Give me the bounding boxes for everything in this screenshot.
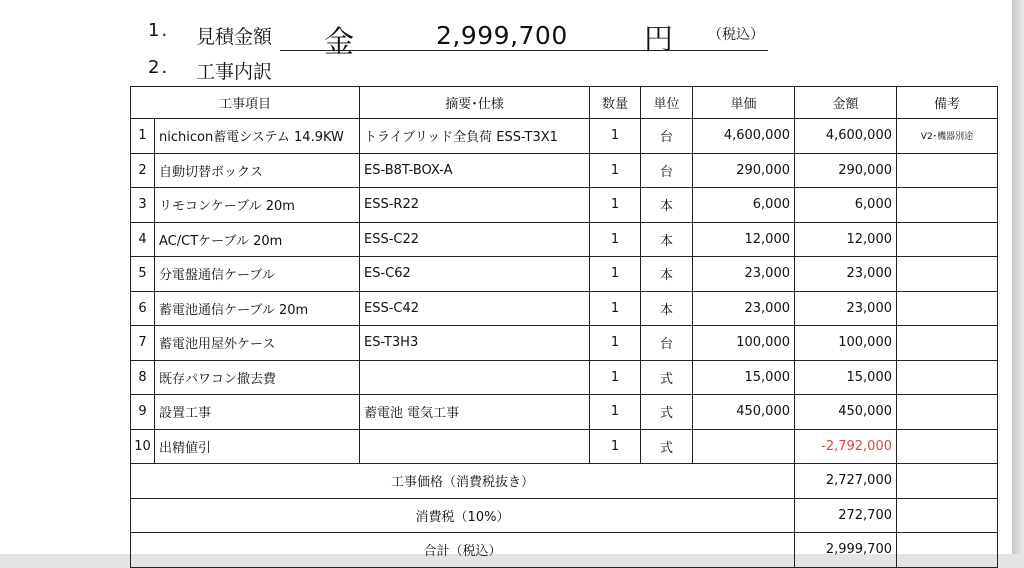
- currency-prefix: 金: [324, 25, 354, 60]
- row-amount: 15,000: [795, 360, 897, 395]
- header-price: 単価: [693, 87, 795, 119]
- row-qty: 1: [590, 257, 641, 292]
- page-edge-shadow: [1012, 0, 1024, 554]
- summary-row-tax: [131, 498, 998, 533]
- row-item: 分電盤通信ケーブル: [155, 257, 360, 292]
- row-item: 既存パワコン撤去費: [155, 360, 360, 395]
- row-note: [897, 429, 998, 464]
- row-number: 9: [131, 395, 155, 430]
- row-note: [897, 222, 998, 257]
- table-row: [131, 222, 998, 257]
- grand-total-amount: 2,999,700: [795, 533, 897, 568]
- row-note: [897, 395, 998, 430]
- tax-amount: 272,700: [795, 498, 897, 533]
- row-item: リモコンケーブル 20m: [155, 188, 360, 223]
- row-price: 23,000: [693, 257, 795, 292]
- header-item: 工事項目: [131, 87, 360, 119]
- row-note: [897, 326, 998, 361]
- row-item: 蓄電池通信ケーブル 20m: [155, 291, 360, 326]
- tax-label: 消費税（10%）: [131, 498, 795, 533]
- row-unit: 本: [641, 291, 693, 326]
- breakdown-label: 工事内訳: [196, 61, 273, 83]
- row-number: 6: [131, 291, 155, 326]
- row-unit: 式: [641, 429, 693, 464]
- row-spec: [360, 429, 590, 464]
- summary-row-total: [131, 533, 998, 568]
- row-unit: 本: [641, 222, 693, 257]
- table-row: [131, 326, 998, 361]
- summary-note: [897, 498, 998, 533]
- row-qty: 1: [590, 153, 641, 188]
- section-number-1: 1.: [148, 20, 170, 41]
- row-unit: 式: [641, 360, 693, 395]
- currency-unit: 円: [644, 22, 674, 56]
- estimate-table: [130, 86, 998, 568]
- summary-note: [897, 464, 998, 499]
- row-amount: 290,000: [795, 153, 897, 188]
- row-qty: 1: [590, 222, 641, 257]
- row-amount: 100,000: [795, 326, 897, 361]
- row-amount: 4,600,000: [795, 119, 897, 154]
- row-note: V2･機器別途: [897, 119, 998, 154]
- row-number: 8: [131, 360, 155, 395]
- row-price: 4,600,000: [693, 119, 795, 154]
- subtotal-amount: 2,727,000: [795, 464, 897, 499]
- row-qty: 1: [590, 188, 641, 223]
- row-spec: トライブリッド全負荷 ESS-T3X1: [360, 119, 590, 154]
- grand-total-label: 合計（税込）: [131, 533, 795, 568]
- row-item: 蓄電池用屋外ケース: [155, 326, 360, 361]
- row-number: 10: [131, 429, 155, 464]
- row-amount: 23,000: [795, 257, 897, 292]
- row-price: 15,000: [693, 360, 795, 395]
- table-row: [131, 395, 998, 430]
- row-amount: 23,000: [795, 291, 897, 326]
- row-price: 100,000: [693, 326, 795, 361]
- estimate-total-line: [148, 20, 788, 60]
- row-note: [897, 291, 998, 326]
- header-spec: 摘要･仕様: [360, 87, 590, 119]
- row-qty: 1: [590, 360, 641, 395]
- header-note: 備考: [897, 87, 998, 119]
- row-unit: 台: [641, 326, 693, 361]
- row-spec: ES-T3H3: [360, 326, 590, 361]
- row-note: [897, 257, 998, 292]
- row-price: 6,000: [693, 188, 795, 223]
- row-number: 5: [131, 257, 155, 292]
- estimate-amount-label: 見積金額: [196, 26, 273, 48]
- row-price: 290,000: [693, 153, 795, 188]
- row-note: [897, 360, 998, 395]
- row-unit: 本: [641, 257, 693, 292]
- row-spec: ES-B8T-BOX-A: [360, 153, 590, 188]
- row-number: 4: [131, 222, 155, 257]
- table-row: [131, 188, 998, 223]
- subtotal-label: 工事価格（消費税抜き）: [131, 464, 795, 499]
- table-row: [131, 153, 998, 188]
- row-number: 2: [131, 153, 155, 188]
- row-price: 450,000: [693, 395, 795, 430]
- table-row: [131, 429, 998, 464]
- row-spec: ESS-C42: [360, 291, 590, 326]
- row-unit: 本: [641, 188, 693, 223]
- breakdown-heading: [148, 57, 448, 83]
- table-row: [131, 291, 998, 326]
- row-item: nichicon蓄電システム 14.9KW: [155, 119, 360, 154]
- row-price: 12,000: [693, 222, 795, 257]
- total-underline: [280, 50, 768, 51]
- header-amount: 金額: [795, 87, 897, 119]
- row-spec: [360, 360, 590, 395]
- row-spec: ESS-R22: [360, 188, 590, 223]
- row-number: 1: [131, 119, 155, 154]
- row-price: 23,000: [693, 291, 795, 326]
- table-row: [131, 257, 998, 292]
- row-qty: 1: [590, 395, 641, 430]
- row-qty: 1: [590, 119, 641, 154]
- row-qty: 1: [590, 291, 641, 326]
- row-note: [897, 153, 998, 188]
- header-unit: 単位: [641, 87, 693, 119]
- discount-amount: -2,792,000: [795, 429, 897, 464]
- row-qty: 1: [590, 326, 641, 361]
- row-amount: 450,000: [795, 395, 897, 430]
- tax-included-note: （税込）: [708, 27, 764, 43]
- row-unit: 台: [641, 119, 693, 154]
- summary-note: [897, 533, 998, 568]
- row-amount: 6,000: [795, 188, 897, 223]
- row-unit: 式: [641, 395, 693, 430]
- table-row: [131, 119, 998, 154]
- row-number: 7: [131, 326, 155, 361]
- row-spec: ESS-C22: [360, 222, 590, 257]
- estimate-total-amount: 2,999,700: [436, 21, 568, 50]
- row-note: [897, 188, 998, 223]
- row-item: 出精値引: [155, 429, 360, 464]
- section-number-2: 2.: [148, 57, 170, 78]
- row-price: [693, 429, 795, 464]
- row-spec: 蓄電池 電気工事: [360, 395, 590, 430]
- summary-row-subtotal: [131, 464, 998, 499]
- row-item: AC/CTケーブル 20m: [155, 222, 360, 257]
- row-qty: 1: [590, 429, 641, 464]
- row-item: 設置工事: [155, 395, 360, 430]
- table-header-row: [131, 87, 998, 119]
- row-spec: ES-C62: [360, 257, 590, 292]
- row-unit: 台: [641, 153, 693, 188]
- header-qty: 数量: [590, 87, 641, 119]
- table-row: [131, 360, 998, 395]
- row-amount: 12,000: [795, 222, 897, 257]
- row-item: 自動切替ボックス: [155, 153, 360, 188]
- row-number: 3: [131, 188, 155, 223]
